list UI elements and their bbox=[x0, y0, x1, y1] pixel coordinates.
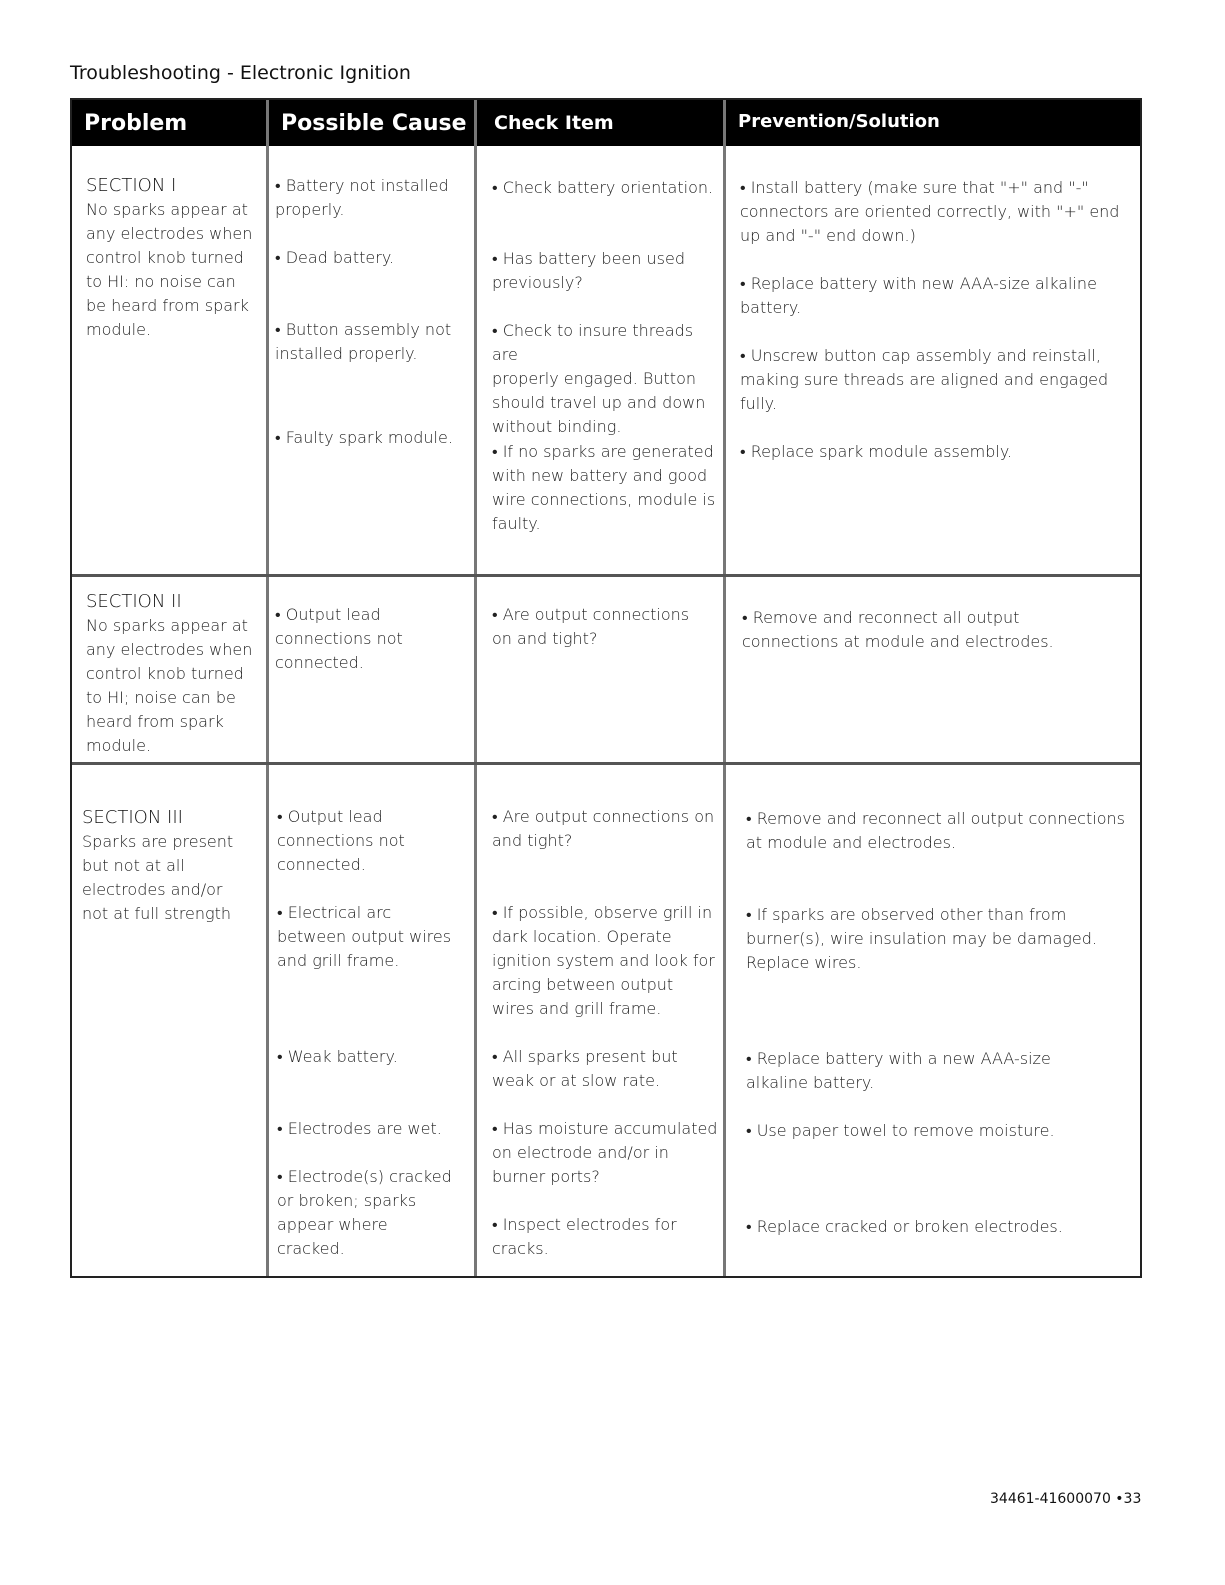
section-1-cause-1: • Battery not installed properly. bbox=[275, 176, 449, 219]
section-2-check-1: • Are output connections on and tight? bbox=[492, 605, 690, 648]
section-3-cause-4: • Electrodes are wet. bbox=[277, 1119, 442, 1138]
section-2-cause-1: • Output lead connections not connected. bbox=[275, 605, 403, 672]
section-1-solution-2: • Replace battery with new AAA-size alkaline battery. bbox=[740, 274, 1097, 317]
section-2-solution-1: • Remove and reconnect all output connections at module and electrodes. bbox=[742, 608, 1054, 651]
section-2-problem bbox=[86, 590, 266, 758]
section-3-problem-text: Sparks are present but not at all electrodes and/or not at full strength bbox=[82, 832, 234, 923]
section-3-solution-3: • Replace battery with a new AAA-size alkaline battery. bbox=[746, 1049, 1051, 1092]
section-3-title: SECTION III bbox=[82, 807, 183, 828]
header-problem: Problem bbox=[84, 110, 188, 136]
section-divider bbox=[72, 574, 1140, 577]
section-3-cause-5: • Electrode(s) cracked or broken; sparks appear where cracked. bbox=[277, 1167, 452, 1258]
section-1-check-1: • Check battery orientation. bbox=[492, 178, 714, 197]
section-3-solution-2: • If sparks are observed other than from burner(s), wire insulation may be damaged. Replace wires. bbox=[746, 905, 1097, 972]
troubleshooting-table bbox=[70, 98, 1142, 1278]
page-footer: 34461-41600070 •33 bbox=[990, 1491, 1142, 1507]
section-3-solution-5: • Replace cracked or broken electrodes. bbox=[746, 1217, 1063, 1236]
table-header bbox=[72, 100, 1140, 146]
section-1-check-3: • Check to insure threads are properly engaged. Button should travel up and down without binding. bbox=[492, 321, 706, 436]
section-1-cause-2: • Dead battery. bbox=[275, 248, 395, 267]
section-3-cause-1: • Output lead connections not connected. bbox=[277, 807, 405, 874]
section-1-solution-4: • Replace spark module assembly. bbox=[740, 442, 1013, 461]
section-3-check-5: • Inspect electrodes for cracks. bbox=[492, 1215, 677, 1258]
section-1-cause-3: • Button assembly not installed properly. bbox=[275, 320, 452, 363]
section-1-solution-3: • Unscrew button cap assembly and reinstall, making sure threads are aligned and engaged fully. bbox=[740, 346, 1109, 413]
section-3-check-2: • If possible, observe grill in dark location. Operate ignition system and look for arcing between output wires and grill frame. bbox=[492, 903, 715, 1018]
column-divider bbox=[266, 100, 269, 1276]
section-1-check-4: • If no sparks are generated with new battery and good wire connections, module is faulty. bbox=[492, 442, 716, 533]
header-prevention-solution: Prevention/Solution bbox=[738, 111, 940, 132]
section-1-problem-text: No sparks appear at any electrodes when control knob turned to HI: no noise can be heard from spark module. bbox=[86, 200, 253, 339]
section-1-solution-1: • Install battery (make sure that "+" and "-" connectors are oriented correctly, with "+" end up and "-" end down.) bbox=[740, 178, 1120, 245]
section-3-solution-4: • Use paper towel to remove moisture. bbox=[746, 1121, 1055, 1140]
page-title: Troubleshooting - Electronic Ignition bbox=[70, 62, 411, 84]
section-3-check-1: • Are output connections on and tight? bbox=[492, 807, 715, 850]
section-3-check-3: • All sparks present but weak or at slow rate. bbox=[492, 1047, 678, 1090]
section-3-cause-3: • Weak battery. bbox=[277, 1047, 398, 1066]
section-3-cause-2: • Electrical arc between output wires and grill frame. bbox=[277, 903, 452, 970]
header-possible-cause: Possible Cause bbox=[281, 110, 467, 136]
section-1-title: SECTION I bbox=[86, 175, 177, 196]
header-check-item: Check Item bbox=[494, 112, 614, 134]
section-3-problem bbox=[82, 806, 262, 926]
section-1-problem bbox=[86, 174, 266, 342]
column-divider bbox=[474, 100, 477, 1276]
section-2-title: SECTION II bbox=[86, 591, 182, 612]
section-1-check-2: • Has battery been used previously? bbox=[492, 249, 685, 292]
section-2-problem-text: No sparks appear at any electrodes when control knob turned to HI; noise can be heard from spark module. bbox=[86, 616, 253, 755]
section-divider bbox=[72, 762, 1140, 765]
section-3-check-4: • Has moisture accumulated on electrode and/or in burner ports? bbox=[492, 1119, 718, 1186]
section-1-cause-4: • Faulty spark module. bbox=[275, 428, 453, 447]
section-3-solution-1: • Remove and reconnect all output connections at module and electrodes. bbox=[746, 809, 1125, 852]
